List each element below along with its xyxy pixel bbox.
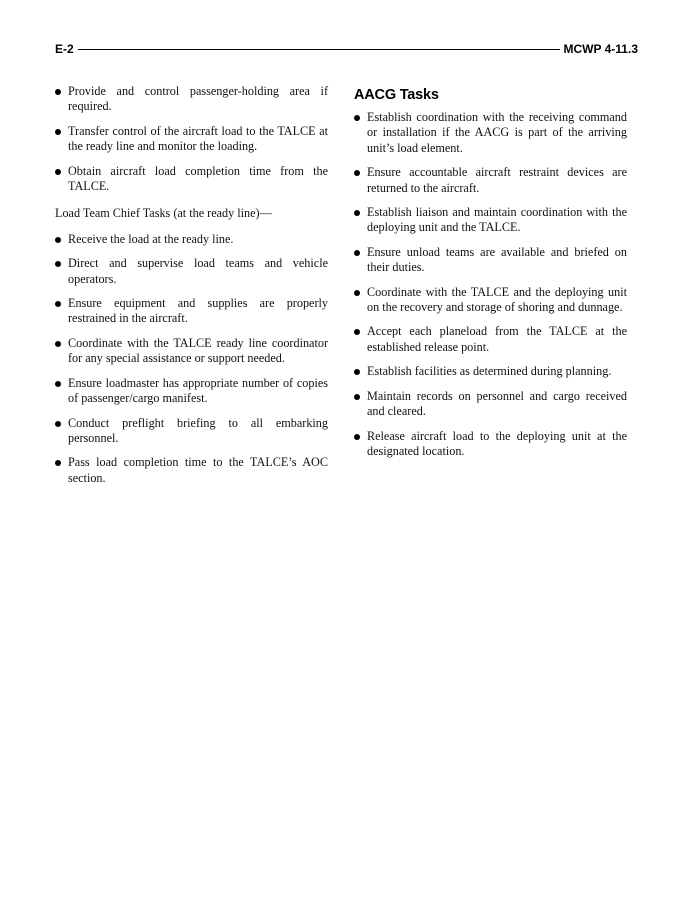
bullet-icon (354, 115, 360, 121)
list-item: Direct and supervise load teams and vehicle operators. (55, 256, 328, 287)
bullet-icon (55, 237, 61, 243)
list-item: Establish facilities as determined during planning. (354, 364, 627, 379)
list-item: Establish coordination with the receiving command or installation if the AACG is part of the arriving unit’s load element. (354, 110, 627, 156)
bullet-icon (55, 460, 61, 466)
bullet-icon (55, 341, 61, 347)
list-item: Ensure accountable aircraft restraint devices are returned to the aircraft. (354, 165, 627, 196)
list-item: Transfer control of the aircraft load to the TALCE at the ready line and monitor the loading. (55, 124, 328, 155)
load-team-chief-subheading: Load Team Chief Tasks (at the ready line)— (55, 206, 272, 221)
bullet-icon (354, 329, 360, 335)
bullet-icon (354, 394, 360, 400)
bullet-icon (55, 381, 61, 387)
bullet-icon (55, 169, 61, 175)
list-item: Ensure unload teams are available and briefed on their duties. (354, 245, 627, 276)
bullet-icon (354, 290, 360, 296)
list-item: Ensure equipment and supplies are properly restrained in the aircraft. (55, 296, 328, 327)
page-number: E-2 (55, 42, 74, 56)
document-id: MCWP 4-11.3 (563, 42, 638, 56)
list-item: Coordinate with the TALCE and the deploying unit on the recovery and storage of shoring and dunnage. (354, 285, 627, 316)
bullet-icon (354, 210, 360, 216)
bullet-icon (354, 369, 360, 375)
list-item: Ensure loadmaster has appropriate number of copies of passenger/cargo manifest. (55, 376, 328, 407)
bullet-icon (55, 261, 61, 267)
right-column (354, 84, 627, 468)
list-item: Provide and control passenger-holding area if required. (55, 84, 328, 115)
bullet-icon (354, 434, 360, 440)
list-item: Accept each planeload from the TALCE at the established release point. (354, 324, 627, 355)
section-heading: AACG Tasks (354, 87, 439, 103)
header-rule (78, 49, 560, 50)
list-item: Release aircraft load to the deploying unit at the designated location. (354, 429, 627, 460)
bullet-icon (55, 421, 61, 427)
list-item: Pass load completion time to the TALCE’s AOC section. (55, 455, 328, 486)
left-column (55, 84, 328, 495)
bullet-icon (55, 89, 61, 95)
bullet-icon (55, 301, 61, 307)
page-header (55, 40, 638, 58)
list-item: Maintain records on personnel and cargo received and cleared. (354, 389, 627, 420)
list-item: Obtain aircraft load completion time from the TALCE. (55, 164, 328, 195)
list-item: Coordinate with the TALCE ready line coordinator for any special assistance or support needed. (55, 336, 328, 367)
bullet-icon (354, 250, 360, 256)
bullet-icon (354, 170, 360, 176)
list-item: Conduct preflight briefing to all embarking personnel. (55, 416, 328, 447)
list-item: Receive the load at the ready line. (55, 232, 328, 247)
list-item: Establish liaison and maintain coordination with the deploying unit and the TALCE. (354, 205, 627, 236)
bullet-icon (55, 129, 61, 135)
